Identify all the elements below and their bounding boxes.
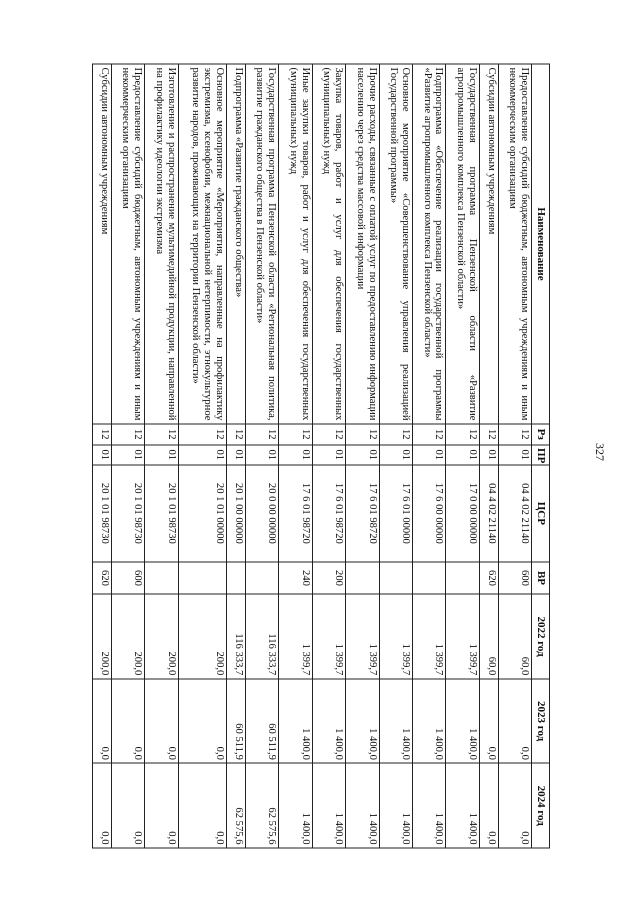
table-row (145, 64, 178, 848)
row-name: Изготовление и распространение мультимедийной продукции, направленной на профилактику идеологии экстремизма (145, 64, 178, 424)
row-2023: 1 400,0 (312, 679, 345, 764)
header-csr: ЦСР (532, 465, 550, 562)
header-name: Наименование (532, 64, 550, 424)
row-pr: 01 (498, 445, 531, 466)
row-name: Закупка товаров, работ и услуг для обеспечения государственных (муниципальных) нужд (312, 64, 345, 424)
row-pr: 01 (178, 445, 226, 466)
row-2024: 0,0 (498, 763, 531, 848)
row-pr: 01 (412, 445, 445, 466)
row-rz: 12 (178, 424, 226, 445)
row-2024: 0,0 (111, 763, 144, 848)
page-number: 327 (593, 443, 607, 461)
row-name: Основное мероприятие «Мероприятия, направленные на профилактику экстремизма, ксенофобии, межнациональной нетерпимости, этнокультурное развитие народов, проживающих на территории Пензенской области» (178, 64, 226, 424)
budget-table-frame (92, 64, 550, 849)
row-2023: 60 511,9 (245, 679, 278, 764)
row-2023: 1 400,0 (446, 679, 479, 764)
row-2022: 116 333,7 (227, 594, 246, 679)
row-2022: 200,0 (93, 594, 112, 679)
row-csr: 04 4 02 21140 (498, 465, 531, 562)
table-row (379, 64, 412, 848)
budget-table (92, 64, 550, 849)
table-row (412, 64, 445, 848)
row-2024: 1 400,0 (379, 763, 412, 848)
row-2022: 1 399,7 (312, 594, 345, 679)
row-csr: 20 1 01 00000 (178, 465, 226, 562)
row-csr: 20 0 00 00000 (245, 465, 278, 562)
row-name: Субсидии автономным учреждениям (479, 64, 498, 424)
row-2023: 0,0 (498, 679, 531, 764)
row-pr: 01 (379, 445, 412, 466)
header-2022: 2022 год (532, 594, 550, 679)
row-2024: 0,0 (479, 763, 498, 848)
row-csr: 17 0 00 00000 (446, 465, 479, 562)
row-vr (379, 562, 412, 595)
header-pr: ПР (532, 445, 550, 466)
row-rz: 12 (312, 424, 345, 445)
row-vr: 600 (498, 562, 531, 595)
row-2024: 1 400,0 (446, 763, 479, 848)
row-vr (412, 562, 445, 595)
row-rz: 12 (245, 424, 278, 445)
row-pr: 01 (245, 445, 278, 466)
row-2024: 62 575,6 (245, 763, 278, 848)
row-vr: 600 (111, 562, 144, 595)
row-2023: 1 400,0 (379, 679, 412, 764)
row-name: Предоставление субсидий бюджетным, автономным учреждениям и иным некоммерческим организациям (111, 64, 144, 424)
row-2022: 60,0 (479, 594, 498, 679)
row-vr: 620 (479, 562, 498, 595)
row-vr (245, 562, 278, 595)
row-2024: 1 400,0 (346, 763, 379, 848)
table-header-row (532, 64, 550, 848)
row-pr: 01 (145, 445, 178, 466)
row-rz: 12 (498, 424, 531, 445)
row-csr: 17 6 01 98720 (312, 465, 345, 562)
row-2023: 0,0 (111, 679, 144, 764)
row-pr: 01 (312, 445, 345, 466)
row-csr: 17 6 01 00000 (379, 465, 412, 562)
row-csr: 17 6 01 98720 (346, 465, 379, 562)
row-2023: 0,0 (145, 679, 178, 764)
row-2024: 1 400,0 (279, 763, 312, 848)
row-2022: 1 399,7 (279, 594, 312, 679)
table-row (279, 64, 312, 848)
row-2024: 1 400,0 (412, 763, 445, 848)
row-2022: 200,0 (111, 594, 144, 679)
row-2022: 60,0 (498, 594, 531, 679)
table-row (479, 64, 498, 848)
table-row (446, 64, 479, 848)
row-csr: 20 1 01 98730 (145, 465, 178, 562)
row-rz: 12 (446, 424, 479, 445)
row-2024: 0,0 (93, 763, 112, 848)
row-2023: 0,0 (178, 679, 226, 764)
row-2024: 62 575,6 (227, 763, 246, 848)
row-2024: 0,0 (145, 763, 178, 848)
row-csr: 17 6 00 00000 (412, 465, 445, 562)
table-row (227, 64, 246, 848)
row-2022: 1 399,7 (412, 594, 445, 679)
row-2023: 1 400,0 (279, 679, 312, 764)
row-csr: 20 1 00 00000 (227, 465, 246, 562)
header-2023: 2023 год (532, 679, 550, 764)
table-row (245, 64, 278, 848)
row-2022: 200,0 (178, 594, 226, 679)
row-csr: 17 6 01 98720 (279, 465, 312, 562)
row-name: Субсидии автономным учреждениям (93, 64, 112, 424)
row-2023: 60 511,9 (227, 679, 246, 764)
row-rz: 12 (346, 424, 379, 445)
row-vr (446, 562, 479, 595)
row-2024: 1 400,0 (312, 763, 345, 848)
table-row (498, 64, 531, 848)
row-2022: 116 333,7 (245, 594, 278, 679)
row-csr: 04 4 02 21140 (479, 465, 498, 562)
row-name: Основное мероприятие «Совершенствование управления реализацией Государственной программы» (379, 64, 412, 424)
row-vr: 200 (312, 562, 345, 595)
row-2023: 1 400,0 (412, 679, 445, 764)
row-pr: 01 (479, 445, 498, 466)
row-pr: 01 (279, 445, 312, 466)
row-name: Государственная программа Пензенской области «Региональная политика, развитие гражданского общества в Пензенской области» (245, 64, 278, 424)
table-row (111, 64, 144, 848)
table-row (178, 64, 226, 848)
row-vr (145, 562, 178, 595)
row-rz: 12 (412, 424, 445, 445)
table-body (93, 64, 532, 848)
row-vr: 240 (279, 562, 312, 595)
row-vr (346, 562, 379, 595)
row-pr: 01 (346, 445, 379, 466)
row-2022: 1 399,7 (379, 594, 412, 679)
row-2023: 1 400,0 (346, 679, 379, 764)
row-pr: 01 (111, 445, 144, 466)
table-row (312, 64, 345, 848)
row-name: Предоставление субсидий бюджетным, автономным учреждениям и иным некоммерческим организациям (498, 64, 531, 424)
row-vr: 620 (93, 562, 112, 595)
row-rz: 12 (379, 424, 412, 445)
row-name: Прочие расходы, связанные с оплатой услуг по предоставлению информации населению через средства массовой информации (346, 64, 379, 424)
row-pr: 01 (93, 445, 112, 466)
row-name: Подпрограмма «Развитие гражданского общества» (227, 64, 246, 424)
row-rz: 12 (279, 424, 312, 445)
row-vr (227, 562, 246, 595)
row-pr: 01 (446, 445, 479, 466)
table-row (346, 64, 379, 848)
header-rz: Рз (532, 424, 550, 445)
row-2022: 1 399,7 (346, 594, 379, 679)
table-row (93, 64, 112, 848)
row-rz: 12 (93, 424, 112, 445)
row-csr: 20 1 01 98730 (93, 465, 112, 562)
row-pr: 01 (227, 445, 246, 466)
row-csr: 20 1 01 98730 (111, 465, 144, 562)
row-2023: 0,0 (93, 679, 112, 764)
row-rz: 12 (111, 424, 144, 445)
row-name: Подпрограмма «Обеспечение реализации государственной программы «Развитие агропромышленного комплекса Пензенской области» (412, 64, 445, 424)
row-2022: 1 399,7 (446, 594, 479, 679)
row-rz: 12 (479, 424, 498, 445)
row-2024: 0,0 (178, 763, 226, 848)
header-vr: ВР (532, 562, 550, 595)
row-name: Иные закупки товаров, работ и услуг для обеспечения государственных (муниципальных) нужд (279, 64, 312, 424)
row-rz: 12 (145, 424, 178, 445)
row-vr (178, 562, 226, 595)
row-2023: 0,0 (479, 679, 498, 764)
header-2024: 2024 год (532, 763, 550, 848)
row-2022: 200,0 (145, 594, 178, 679)
row-rz: 12 (227, 424, 246, 445)
row-name: Государственная программа Пензенской области «Развитие агропромышленного комплекса Пензенской области» (446, 64, 479, 424)
